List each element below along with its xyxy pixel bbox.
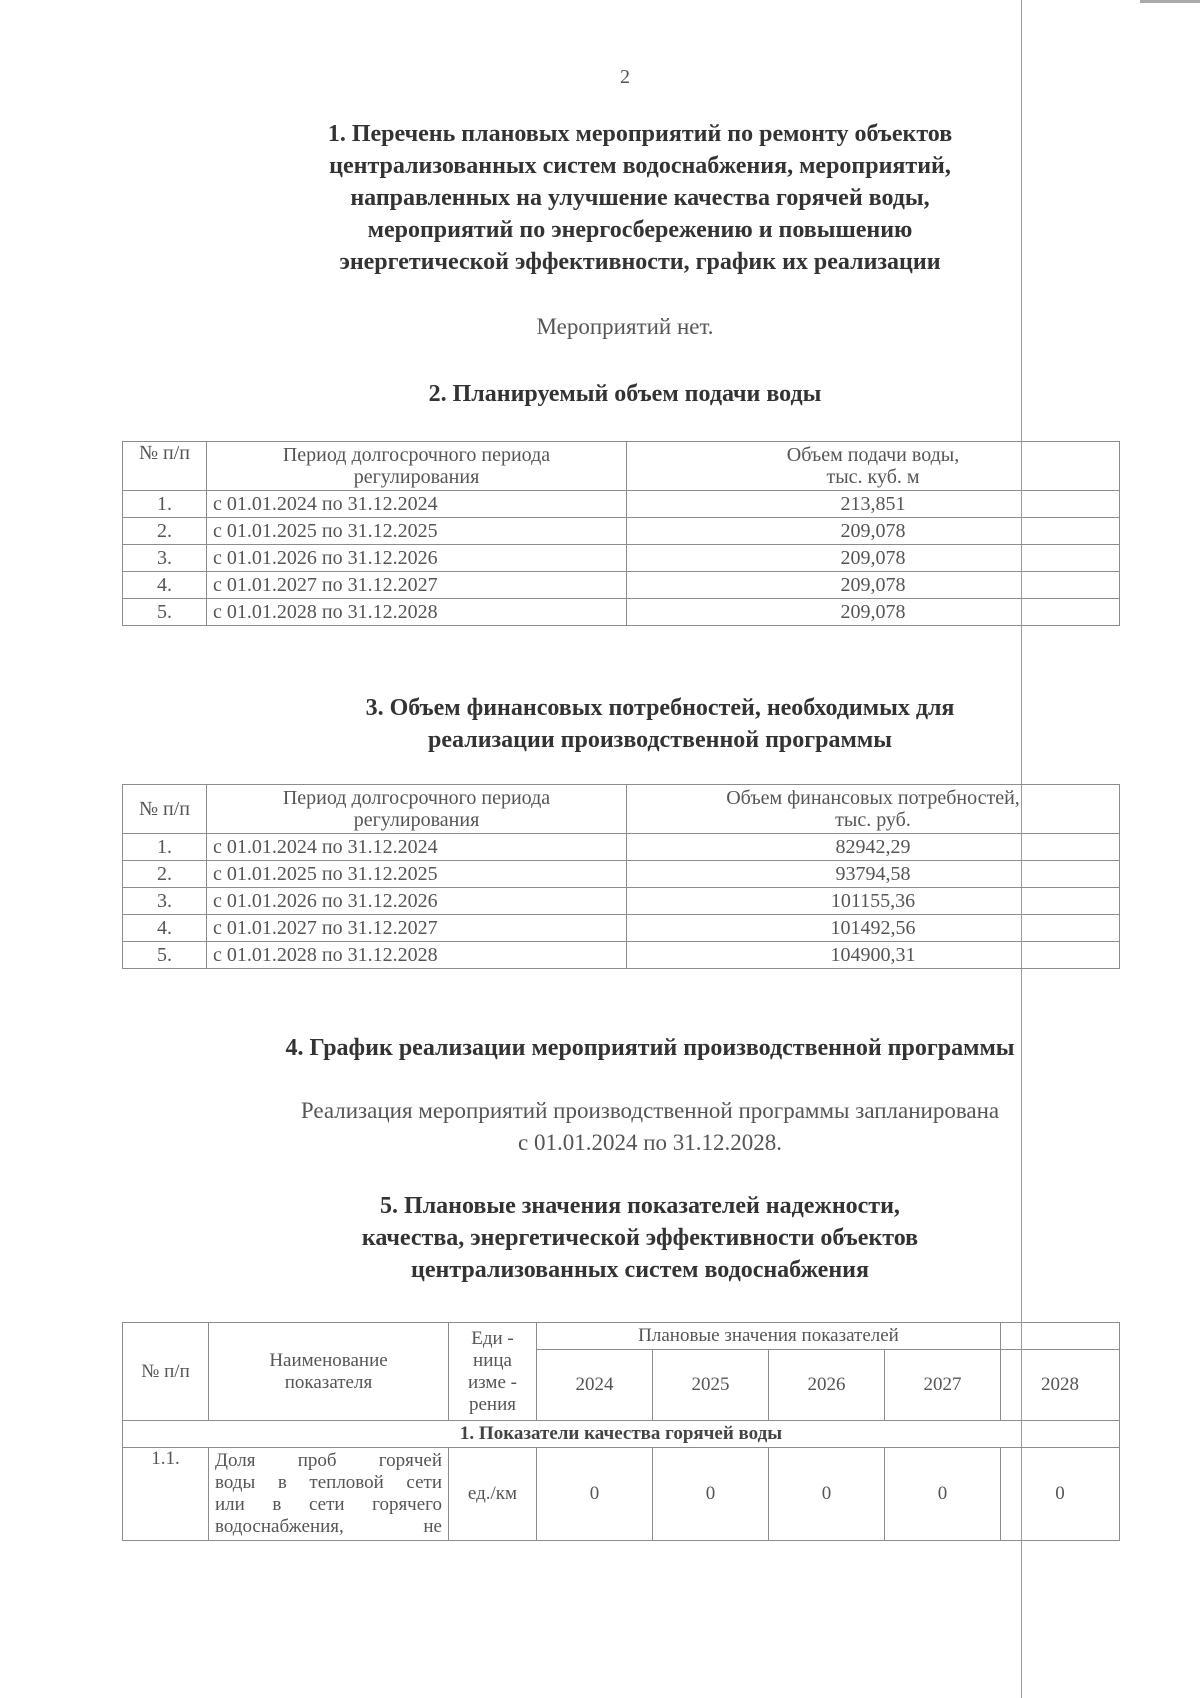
header-value: [627, 785, 1120, 834]
group-row: [123, 1421, 1120, 1448]
table-row: [123, 942, 1120, 969]
row-value: 209,078: [627, 545, 1120, 572]
title-line: мероприятий по энергосбережению и повышению: [367, 217, 913, 243]
header-text: рения: [468, 1393, 516, 1415]
header-text: показателя: [284, 1371, 373, 1393]
row-name: [209, 1448, 449, 1541]
header-text: Период долгосрочного периода: [282, 787, 551, 809]
title-line: энергетической эффективности, график их реализации: [339, 249, 941, 275]
header-period: [207, 442, 627, 491]
header-text: изме -: [468, 1371, 517, 1393]
table-row: [123, 491, 1120, 518]
section5-title: [220, 1190, 1060, 1286]
row-period: с 01.01.2028 по 31.12.2028: [207, 599, 627, 626]
name-line: Доля проб горячей: [215, 1450, 442, 1471]
table-row: [123, 518, 1120, 545]
row-period: с 01.01.2026 по 31.12.2026: [207, 545, 627, 572]
scan-edge-mark: [1140, 0, 1200, 3]
name-line: водоснабжения, не: [215, 1516, 442, 1537]
row-period: с 01.01.2028 по 31.12.2028: [207, 942, 627, 969]
row-period: с 01.01.2025 по 31.12.2025: [207, 518, 627, 545]
row-num: 1.1.: [123, 1448, 209, 1541]
section3-title: [260, 692, 1060, 756]
row-num: 3.: [123, 888, 207, 915]
row-num: 1.: [123, 834, 207, 861]
header-period: [207, 785, 627, 834]
title-line: централизованных систем водоснабжения, мероприятий,: [329, 153, 951, 179]
row-value: 0: [885, 1448, 1001, 1541]
text-line: Реализация мероприятий производственной программы запланирована: [300, 1098, 1000, 1123]
row-unit: ед./км: [449, 1448, 537, 1541]
title-line: 1. Перечень плановых мероприятий по ремонту объектов: [327, 121, 953, 147]
title-line: качества, энергетической эффективности объектов: [361, 1225, 919, 1251]
row-value: 0: [537, 1448, 653, 1541]
table-row: [123, 1448, 1120, 1541]
row-value: 213,851: [627, 491, 1120, 518]
row-num: 1.: [123, 491, 207, 518]
header-text: Объем подачи воды,: [786, 444, 960, 466]
row-value: 0: [653, 1448, 769, 1541]
row-period: с 01.01.2024 по 31.12.2024: [207, 491, 627, 518]
row-num: 4.: [123, 915, 207, 942]
financial-needs-table: [122, 784, 1120, 969]
header-text: тыс. руб.: [835, 809, 911, 831]
name-line: воды в тепловой сети: [215, 1472, 442, 1493]
group-title: 1. Показатели качества горячей воды: [123, 1421, 1120, 1448]
section4-title: 4. График реализации мероприятий производственной программы: [285, 1035, 1015, 1061]
title-line: 3. Объем финансовых потребностей, необходимых для: [365, 695, 955, 721]
row-value: 101155,36: [627, 888, 1120, 915]
row-value: 93794,58: [627, 861, 1120, 888]
section4-text: [150, 1095, 1150, 1159]
table-row: [123, 545, 1120, 572]
table-header-row: [123, 442, 1120, 491]
table-row: [123, 834, 1120, 861]
header-unit: [449, 1323, 537, 1421]
title-line: реализации производственной программы: [428, 727, 892, 753]
table-row: [123, 861, 1120, 888]
header-text: регулирования: [353, 466, 480, 488]
header-name: [209, 1323, 449, 1421]
section1-text: Мероприятий нет.: [536, 314, 714, 339]
row-value: 209,078: [627, 572, 1120, 599]
row-value: 209,078: [627, 599, 1120, 626]
row-num: 2.: [123, 861, 207, 888]
row-value: 0: [1001, 1448, 1120, 1541]
title-line: 5. Плановые значения показателей надежности,: [380, 1193, 900, 1219]
row-value: 101492,56: [627, 915, 1120, 942]
row-period: с 01.01.2026 по 31.12.2026: [207, 888, 627, 915]
row-period: с 01.01.2027 по 31.12.2027: [207, 572, 627, 599]
indicators-table: [122, 1322, 1120, 1541]
header-text: тыс. куб. м: [826, 466, 920, 488]
section2-title: 2. Планируемый объем подачи воды: [428, 381, 822, 407]
row-value: 104900,31: [627, 942, 1120, 969]
header-year: 2027: [885, 1350, 1001, 1421]
header-text: Наименование: [269, 1349, 388, 1371]
row-num: 3.: [123, 545, 207, 572]
header-num: № п/п: [123, 442, 207, 491]
header-text: Объем финансовых потребностей,: [726, 787, 1020, 809]
row-value: 209,078: [627, 518, 1120, 545]
page-number: 2: [620, 66, 630, 88]
header-text: ница: [473, 1349, 512, 1371]
row-period: с 01.01.2024 по 31.12.2024: [207, 834, 627, 861]
row-period: с 01.01.2025 по 31.12.2025: [207, 861, 627, 888]
supply-volume-table: [122, 441, 1120, 626]
header-year: 2026: [769, 1350, 885, 1421]
row-num: 4.: [123, 572, 207, 599]
header-planned: Плановые значения показателей: [537, 1323, 1001, 1350]
row-value: 0: [769, 1448, 885, 1541]
header-year: 2025: [653, 1350, 769, 1421]
name-line: или в сети горячего: [215, 1494, 442, 1515]
header-text: Еди -: [471, 1327, 514, 1349]
table-row: [123, 915, 1120, 942]
header-planned-extra: [1001, 1323, 1120, 1350]
row-value: 82942,29: [627, 834, 1120, 861]
header-year: 2028: [1001, 1350, 1120, 1421]
text-line: с 01.01.2024 по 31.12.2028.: [517, 1130, 783, 1155]
table-row: [123, 572, 1120, 599]
header-text: Период долгосрочного периода: [282, 444, 551, 466]
table-row: [123, 599, 1120, 626]
table-header-row: [123, 1323, 1120, 1350]
table-row: [123, 888, 1120, 915]
section1-title: [200, 118, 1080, 278]
row-num: 5.: [123, 942, 207, 969]
header-num: № п/п: [123, 785, 207, 834]
row-num: 2.: [123, 518, 207, 545]
table-header-row: [123, 785, 1120, 834]
header-volume: [627, 442, 1120, 491]
header-text: регулирования: [353, 809, 480, 831]
header-year: 2024: [537, 1350, 653, 1421]
header-num: № п/п: [123, 1323, 209, 1421]
row-num: 5.: [123, 599, 207, 626]
row-period: с 01.01.2027 по 31.12.2027: [207, 915, 627, 942]
title-line: направленных на улучшение качества горячей воды,: [350, 185, 930, 211]
title-line: централизованных систем водоснабжения: [411, 1257, 869, 1283]
